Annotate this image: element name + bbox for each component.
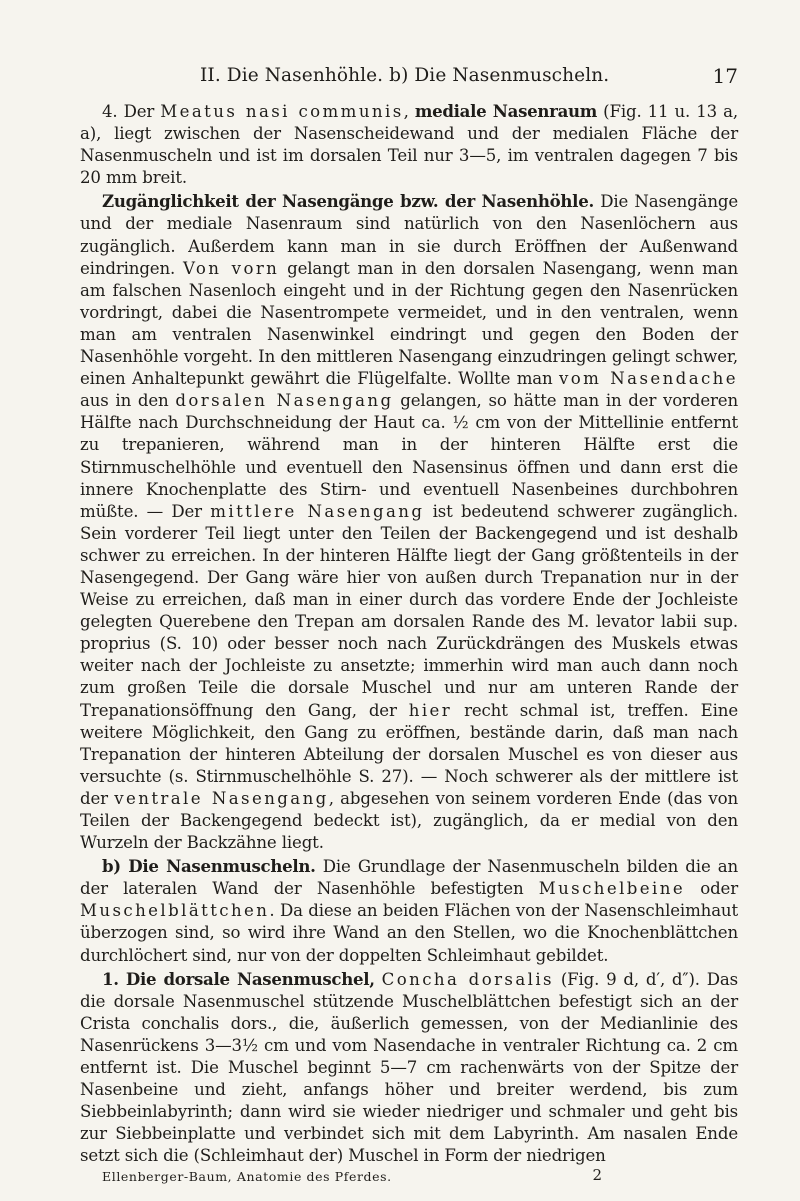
paragraph-zugaenglichkeit [80,190,738,854]
spaced-emphasis-text: Concha dorsalis [381,969,554,989]
text-run: (Fig. 9 d, d′, d″). Das die dorsale Nasenmuschel stützende Muschelblättchen befestigt sich an der Crista conchalis dors., die, äußerlich gemessen, von der Medianlinie des Nasenrückens 3—3½ cm und vom Nasendache in ventraler Richtung ca. 2 cm entfernt ist. Die Muschel beginnt 5—7 cm rachenwärts von der Spitze der Nasenbeine und zieht, anfangs höher und breiter werdend, bis zum Siebbeinlabyrinth; dann wird sie wieder niedriger und schmaler und geht bis zur Siebbeinplatte und verbindet sich mit dem Labyrinth. Am nasalen Ende setzt sich die (Schleimhaut der) Muschel in Form der niedrigen [80,969,739,1166]
paragraph-meatus-nasi-communis [80,100,738,189]
text-run: gelangen, so hätte man in der vorderen Hälfte nach Durchschneidung der Haut ca. ½ cm von der Mittellinie entfernt zu trepanieren, während man in der hinteren Hälfte erst die Stirnmuschelhöhle und eventuell den Nasensinus öffnen und dann erst die innere Knochenplatte des Stirn- und eventuell Nasenbeines durchbohren müßte. — Der [80,391,738,521]
text-run: 4. Der [102,102,161,121]
text-run: (Fig. 11 u. 13 a, a), liegt zwischen der Nasenscheidewand und der medialen Fläche der Nasenmuscheln und ist im dorsalen Teil nur 3—5, im ventralen dagegen 7 bis 20 mm breit. [80,102,738,188]
running-title: II. Die Nasenhöhle. b) Die Nasenmuscheln. [200,65,610,86]
spaced-emphasis-text: mittlere Nasengang [210,501,425,521]
page-number: 17 [712,64,738,88]
spaced-emphasis-text: Von vorn [182,258,280,278]
spaced-emphasis-text: Muschelbeine [538,879,686,899]
text-run [375,970,382,989]
text-run: gelangt man in den dorsalen Nasengang, wenn man am falschen Nasenloch eingeht und in der Richtung gegen den Nasenrücken vordringt, dabei die Nasentrompete vermeidet, und in den ventralen, wenn man am ventralen Nasenwinkel eindringt und gegen den Boden der Nasenhöhle vorgeht. In den mittleren Nasengang einzudringen gelingt schwer, einen Anhaltepunkt gewährt die Flügelfalte. Wollte man [80,258,738,389]
page-footer [102,1166,720,1185]
spaced-emphasis-text: Meatus nasi communis [160,102,404,121]
text-run: ist bedeutend schwerer zugänglich. Sein vorderer Teil liegt unter den Teilen der Backengegend und ist deshalb schwer zu erreichen. In der hinteren Hälfte liegt der Gang größtenteils in der Nasengegend. Der Gang wäre hier von außen durch Trepanation nur in der Weise zu erreichen, daß man in einer durch das vordere Ende der Jochleiste gelegten Querebene den Trepan am dorsalen Rande des M. levator labii sup. proprius (S. 10) oder besser noch nach Zurückdrängen des Muskels etwas weiter nach der Jochleiste zu ansetzte; immerhin wird man auch dann noch zum großen Teile die dorsale Muschel und nur am unteren Rande der Trepanationsöffnung den Gang, der [80,501,738,720]
running-header [80,63,738,89]
bold-heading-text: Zugänglichkeit der Nasengänge bzw. der Nasenhöhle. [102,191,594,212]
bold-heading-text: 1. Die dorsale Nasenmuschel, [102,968,375,989]
text-run: oder [685,879,739,899]
spaced-emphasis-text: ventrale Nasengang [114,788,329,808]
text-run: recht schmal ist, treffen. Eine weitere Möglichkeit, den Gang zu eröffnen, bestände darin, daß man nach Trepanation der hinteren Abteilung der dorsalen Muschel es von dieser aus versuchte (s. Stirnmuschelhöhle S. 27). — Noch schwerer als der mittlere ist der [80,700,738,808]
signature-mark: 2 [592,1166,602,1184]
footer-imprint: Ellenberger-Baum, Anatomie des Pferdes. [102,1169,392,1184]
paragraph-nasenmuscheln [80,855,738,966]
text-run: , abgesehen von seinem vorderen Ende (das von Teilen der Backengegend bedeckt ist), zugänglich, da er medial von den Wurzeln der Backzähne liegt. [80,788,738,853]
bold-heading-text: b) Die Nasenmuscheln. [102,856,316,877]
spaced-emphasis-text: dorsalen Nasengang [175,391,394,411]
text-run: Die Grundlage der Nasenmuscheln bilden die an der lateralen Wand der Nasenhöhle befestigten [80,857,738,899]
paragraph-dorsale-nasenmuschel [80,968,738,1168]
text-run: aus in den [80,391,176,411]
text-run: , [403,102,415,121]
bold-heading-text: mediale Nasenraum [414,101,598,121]
text-run: Die Nasengänge und der mediale Nasenraum sind natürlich von den Nasenlöchern aus zugänglich. Außerdem kann man in sie durch Eröffnen der Außenwand eindringen. [80,192,739,278]
spaced-emphasis-text: vom Nasendache [558,369,738,389]
spaced-emphasis-text: hier [408,700,453,720]
text-run: . Da diese an beiden Flächen von der Nasenschleimhaut überzogen sind, so wird ihre Wand an den Stellen, wo die Knochenblättchen durchlöchert sind, nur von der doppelten Schleimhaut gebildet. [80,901,738,965]
spaced-emphasis-text: Muschelblättchen [80,901,270,921]
body-text [80,100,738,1168]
